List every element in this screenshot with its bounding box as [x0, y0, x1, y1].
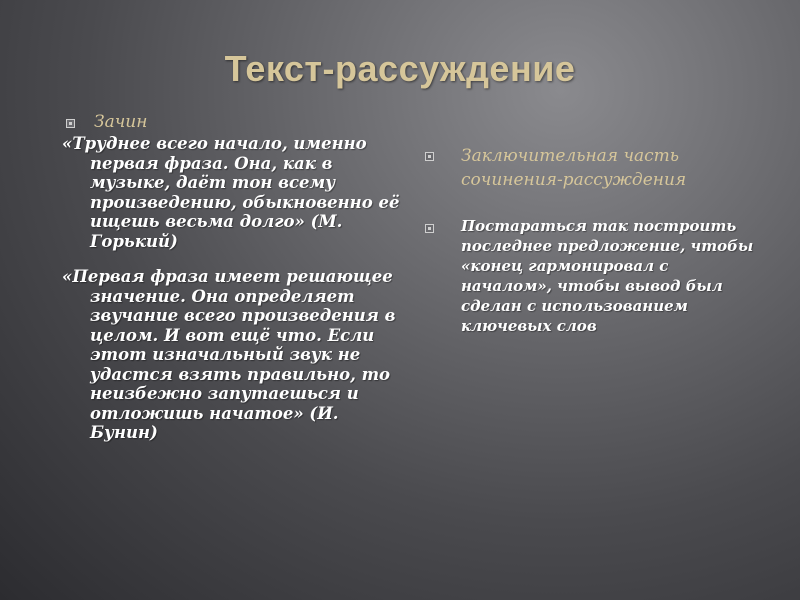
square-bullet-icon — [425, 224, 434, 233]
right-heading-block — [425, 144, 755, 192]
right-heading: Заключительная часть сочинения-рассуждения — [461, 146, 687, 190]
right-text-block — [425, 216, 755, 336]
right-column — [425, 144, 755, 360]
left-heading — [62, 110, 402, 134]
quote-bunin: «Первая фраза имеет решающее значение. Она определяет звучание всего произведения в целом. И вот ещё что. Если этот изначальный звук не удастся взять правильно, то неизбежно запутаешься и отложишь начатое» (И. Бунин) — [62, 267, 396, 442]
square-bullet-icon — [425, 152, 434, 161]
slide-title: Текст-рассуждение — [224, 48, 576, 89]
square-bullet-icon — [66, 119, 75, 128]
right-text: Постараться так построить последнее предложение, чтобы «конец гармонировал с началом», чтобы вывод был сделан с использованием ключевых слов — [461, 217, 754, 335]
quote-gorky: «Труднее всего начало, именно первая фраза. Она, как в музыке, даёт тон всему произведению, обыкновенно её ищешь весьма долго» (М. Горький) — [62, 134, 400, 251]
left-heading-text: Зачин — [94, 112, 148, 132]
left-column — [62, 110, 402, 459]
